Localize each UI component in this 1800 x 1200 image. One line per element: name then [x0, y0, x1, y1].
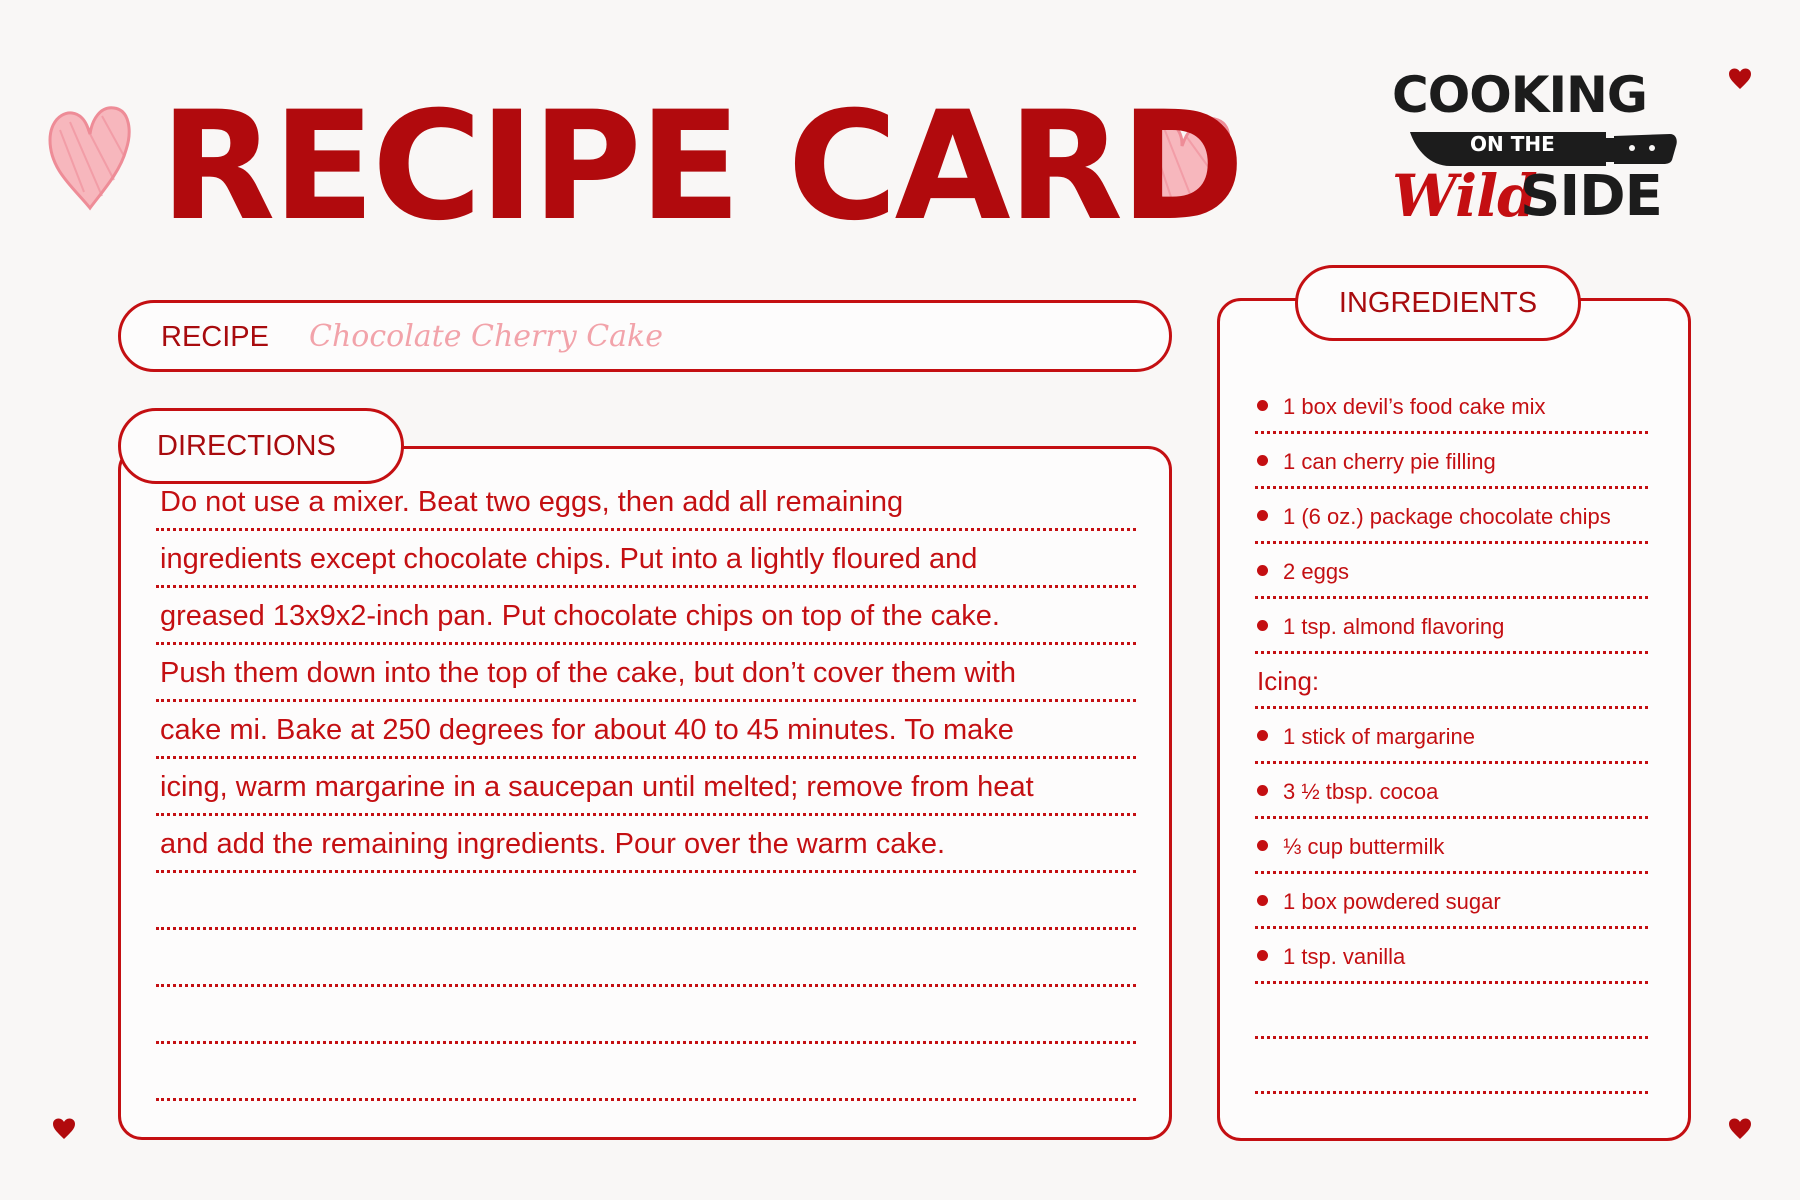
direction-line: icing, warm margarine in a saucepan until melted; remove from heat — [156, 759, 1136, 816]
ingredient-item: 1 tsp. almond flavoring — [1255, 599, 1648, 654]
direction-line: Push them down into the top of the cake, but don’t cover them with — [156, 645, 1136, 702]
bullet-icon — [1257, 400, 1268, 411]
recipe-name: Chocolate Cherry Cake — [309, 319, 663, 354]
bullet-icon — [1257, 620, 1268, 631]
logo-text-wild: Wild — [1392, 162, 1537, 230]
directions-label: DIRECTIONS — [157, 430, 336, 462]
icing-item: 3 ½ tbsp. cocoa — [1255, 764, 1648, 819]
direction-line: greased 13x9x2-inch pan. Put chocolate chips on top of the cake. — [156, 588, 1136, 645]
icing-item: 1 tsp. vanilla — [1255, 929, 1648, 984]
icing-item: ⅓ cup buttermilk — [1255, 819, 1648, 874]
directions-tab — [118, 408, 404, 484]
recipe-label: RECIPE — [161, 321, 269, 353]
bullet-icon — [1257, 895, 1268, 906]
bullet-icon — [1257, 785, 1268, 796]
heart-icon-bottom-right — [1728, 1118, 1752, 1140]
ingredient-item: 1 can cherry pie filling — [1255, 434, 1648, 489]
bullet-icon — [1257, 510, 1268, 521]
direction-line: ingredients except chocolate chips. Put into a lightly floured and — [156, 531, 1136, 588]
ingredient-line-blank — [1255, 984, 1648, 1039]
heart-icon-top-right — [1728, 68, 1752, 90]
icing-subheading: Icing: — [1255, 654, 1648, 709]
ingredient-item: 2 eggs — [1255, 544, 1648, 599]
ingredients-list — [1255, 379, 1648, 1094]
page-title: RECIPE CARD — [160, 80, 1242, 254]
recipe-name-bar — [118, 300, 1172, 372]
logo-text-side: SIDE — [1520, 164, 1662, 229]
logo-text-on-the: ON THE — [1470, 132, 1555, 156]
bullet-icon — [1257, 730, 1268, 741]
direction-line: and add the remaining ingredients. Pour over the warm cake. — [156, 816, 1136, 873]
direction-line: cake mi. Bake at 250 degrees for about 40 to 45 minutes. To make — [156, 702, 1136, 759]
ingredient-line-blank — [1255, 1039, 1648, 1094]
icing-item: 1 box powdered sugar — [1255, 874, 1648, 929]
heart-icon-bottom-left — [52, 1118, 76, 1140]
direction-line-blank — [156, 873, 1136, 930]
bullet-icon — [1257, 840, 1268, 851]
brand-logo — [1392, 66, 1682, 236]
icing-item: 1 stick of margarine — [1255, 709, 1648, 764]
bullet-icon — [1257, 455, 1268, 466]
ingredients-label: INGREDIENTS — [1338, 287, 1538, 319]
ingredients-tab — [1295, 265, 1581, 341]
directions-lines — [156, 474, 1136, 1101]
direction-line-blank — [156, 930, 1136, 987]
direction-line: Do not use a mixer. Beat two eggs, then add all remaining — [156, 474, 1136, 531]
bullet-icon — [1257, 565, 1268, 576]
bullet-icon — [1257, 950, 1268, 961]
heart-sketch-icon-left — [44, 100, 134, 220]
direction-line-blank — [156, 987, 1136, 1044]
direction-line-blank — [156, 1044, 1136, 1101]
ingredient-item: 1 box devil’s food cake mix — [1255, 379, 1648, 434]
logo-text-cooking: COOKING — [1392, 66, 1647, 124]
ingredient-item: 1 (6 oz.) package chocolate chips — [1255, 489, 1648, 544]
